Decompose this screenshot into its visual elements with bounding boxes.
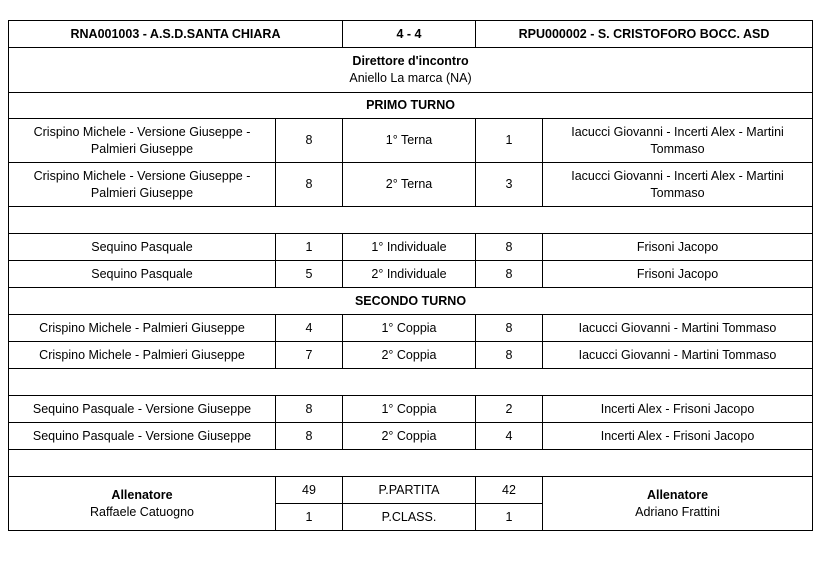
away-score: 8 — [476, 261, 543, 288]
away-score: 2 — [476, 396, 543, 423]
section-row-primo-turno — [9, 93, 813, 119]
section-title-secondo-turno: SECONDO TURNO — [9, 288, 813, 315]
away-players: Frisoni Jacopo — [543, 261, 813, 288]
match-type: 1° Terna — [343, 119, 476, 163]
match-type: 1° Individuale — [343, 234, 476, 261]
home-players: Crispino Michele - Palmieri Giuseppe — [9, 315, 276, 342]
match-type: 1° Coppia — [343, 396, 476, 423]
home-score: 8 — [276, 396, 343, 423]
match-type: 2° Terna — [343, 163, 476, 207]
home-coach-name: Raffaele Catuogno — [89, 504, 195, 519]
final-score: 4 - 4 — [343, 21, 476, 48]
away-score: 8 — [476, 234, 543, 261]
home-players: Crispino Michele - Palmieri Giuseppe — [9, 342, 276, 369]
away-coach-cell — [543, 477, 813, 531]
away-points-classifica: 1 — [476, 504, 543, 531]
away-players: Iacucci Giovanni - Martini Tommaso — [543, 315, 813, 342]
away-players: Incerti Alex - Frisoni Jacopo — [543, 423, 813, 450]
home-score: 8 — [276, 119, 343, 163]
away-score: 1 — [476, 119, 543, 163]
match-type: 2° Coppia — [343, 342, 476, 369]
director-name: Aniello La marca (NA) — [349, 71, 472, 85]
spacer-cell — [9, 369, 813, 396]
home-players: Crispino Michele - Versione Giuseppe - Palmieri Giuseppe — [9, 163, 276, 207]
points-partita-label: P.PARTITA — [343, 477, 476, 504]
points-classifica-label: P.CLASS. — [343, 504, 476, 531]
home-coach-label: Allenatore — [111, 487, 173, 502]
home-players: Sequino Pasquale — [9, 261, 276, 288]
footer-row-partita — [9, 477, 813, 504]
away-coach-name: Adriano Frattini — [635, 504, 720, 519]
home-coach-cell — [9, 477, 276, 531]
away-points-partita: 42 — [476, 477, 543, 504]
home-score: 5 — [276, 261, 343, 288]
section-title-primo-turno: PRIMO TURNO — [9, 93, 813, 119]
home-score: 4 — [276, 315, 343, 342]
match-row — [9, 163, 813, 207]
match-row — [9, 396, 813, 423]
away-players: Frisoni Jacopo — [543, 234, 813, 261]
match-type: 2° Individuale — [343, 261, 476, 288]
section-row-secondo-turno — [9, 288, 813, 315]
spacer-row — [9, 207, 813, 234]
home-points-classifica: 1 — [276, 504, 343, 531]
home-score: 8 — [276, 423, 343, 450]
home-players: Crispino Michele - Versione Giuseppe - Palmieri Giuseppe — [9, 119, 276, 163]
match-row — [9, 261, 813, 288]
away-team-name: RPU000002 - S. CRISTOFORO BOCC. ASD — [476, 21, 813, 48]
home-players: Sequino Pasquale - Versione Giuseppe — [9, 423, 276, 450]
spacer-row — [9, 450, 813, 477]
away-players: Iacucci Giovanni - Martini Tommaso — [543, 342, 813, 369]
spacer-row — [9, 369, 813, 396]
match-row — [9, 423, 813, 450]
match-type: 2° Coppia — [343, 423, 476, 450]
home-players: Sequino Pasquale - Versione Giuseppe — [9, 396, 276, 423]
spacer-cell — [9, 450, 813, 477]
spacer-cell — [9, 207, 813, 234]
away-score: 8 — [476, 315, 543, 342]
away-players: Iacucci Giovanni - Incerti Alex - Martini Tommaso — [543, 119, 813, 163]
home-points-partita: 49 — [276, 477, 343, 504]
away-score: 3 — [476, 163, 543, 207]
home-players: Sequino Pasquale — [9, 234, 276, 261]
home-team-name: RNA001003 - A.S.D.SANTA CHIARA — [9, 21, 343, 48]
match-type: 1° Coppia — [343, 315, 476, 342]
away-score: 4 — [476, 423, 543, 450]
match-report-table — [8, 20, 813, 531]
home-score: 8 — [276, 163, 343, 207]
home-score: 1 — [276, 234, 343, 261]
away-players: Iacucci Giovanni - Incerti Alex - Martini Tommaso — [543, 163, 813, 207]
header-row — [9, 21, 813, 48]
away-players: Incerti Alex - Frisoni Jacopo — [543, 396, 813, 423]
director-cell — [9, 48, 813, 93]
home-score: 7 — [276, 342, 343, 369]
away-score: 8 — [476, 342, 543, 369]
director-label: Direttore d'incontro — [352, 54, 469, 68]
director-row — [9, 48, 813, 93]
away-coach-label: Allenatore — [646, 487, 709, 502]
match-row — [9, 234, 813, 261]
match-row — [9, 342, 813, 369]
match-row — [9, 119, 813, 163]
match-row — [9, 315, 813, 342]
